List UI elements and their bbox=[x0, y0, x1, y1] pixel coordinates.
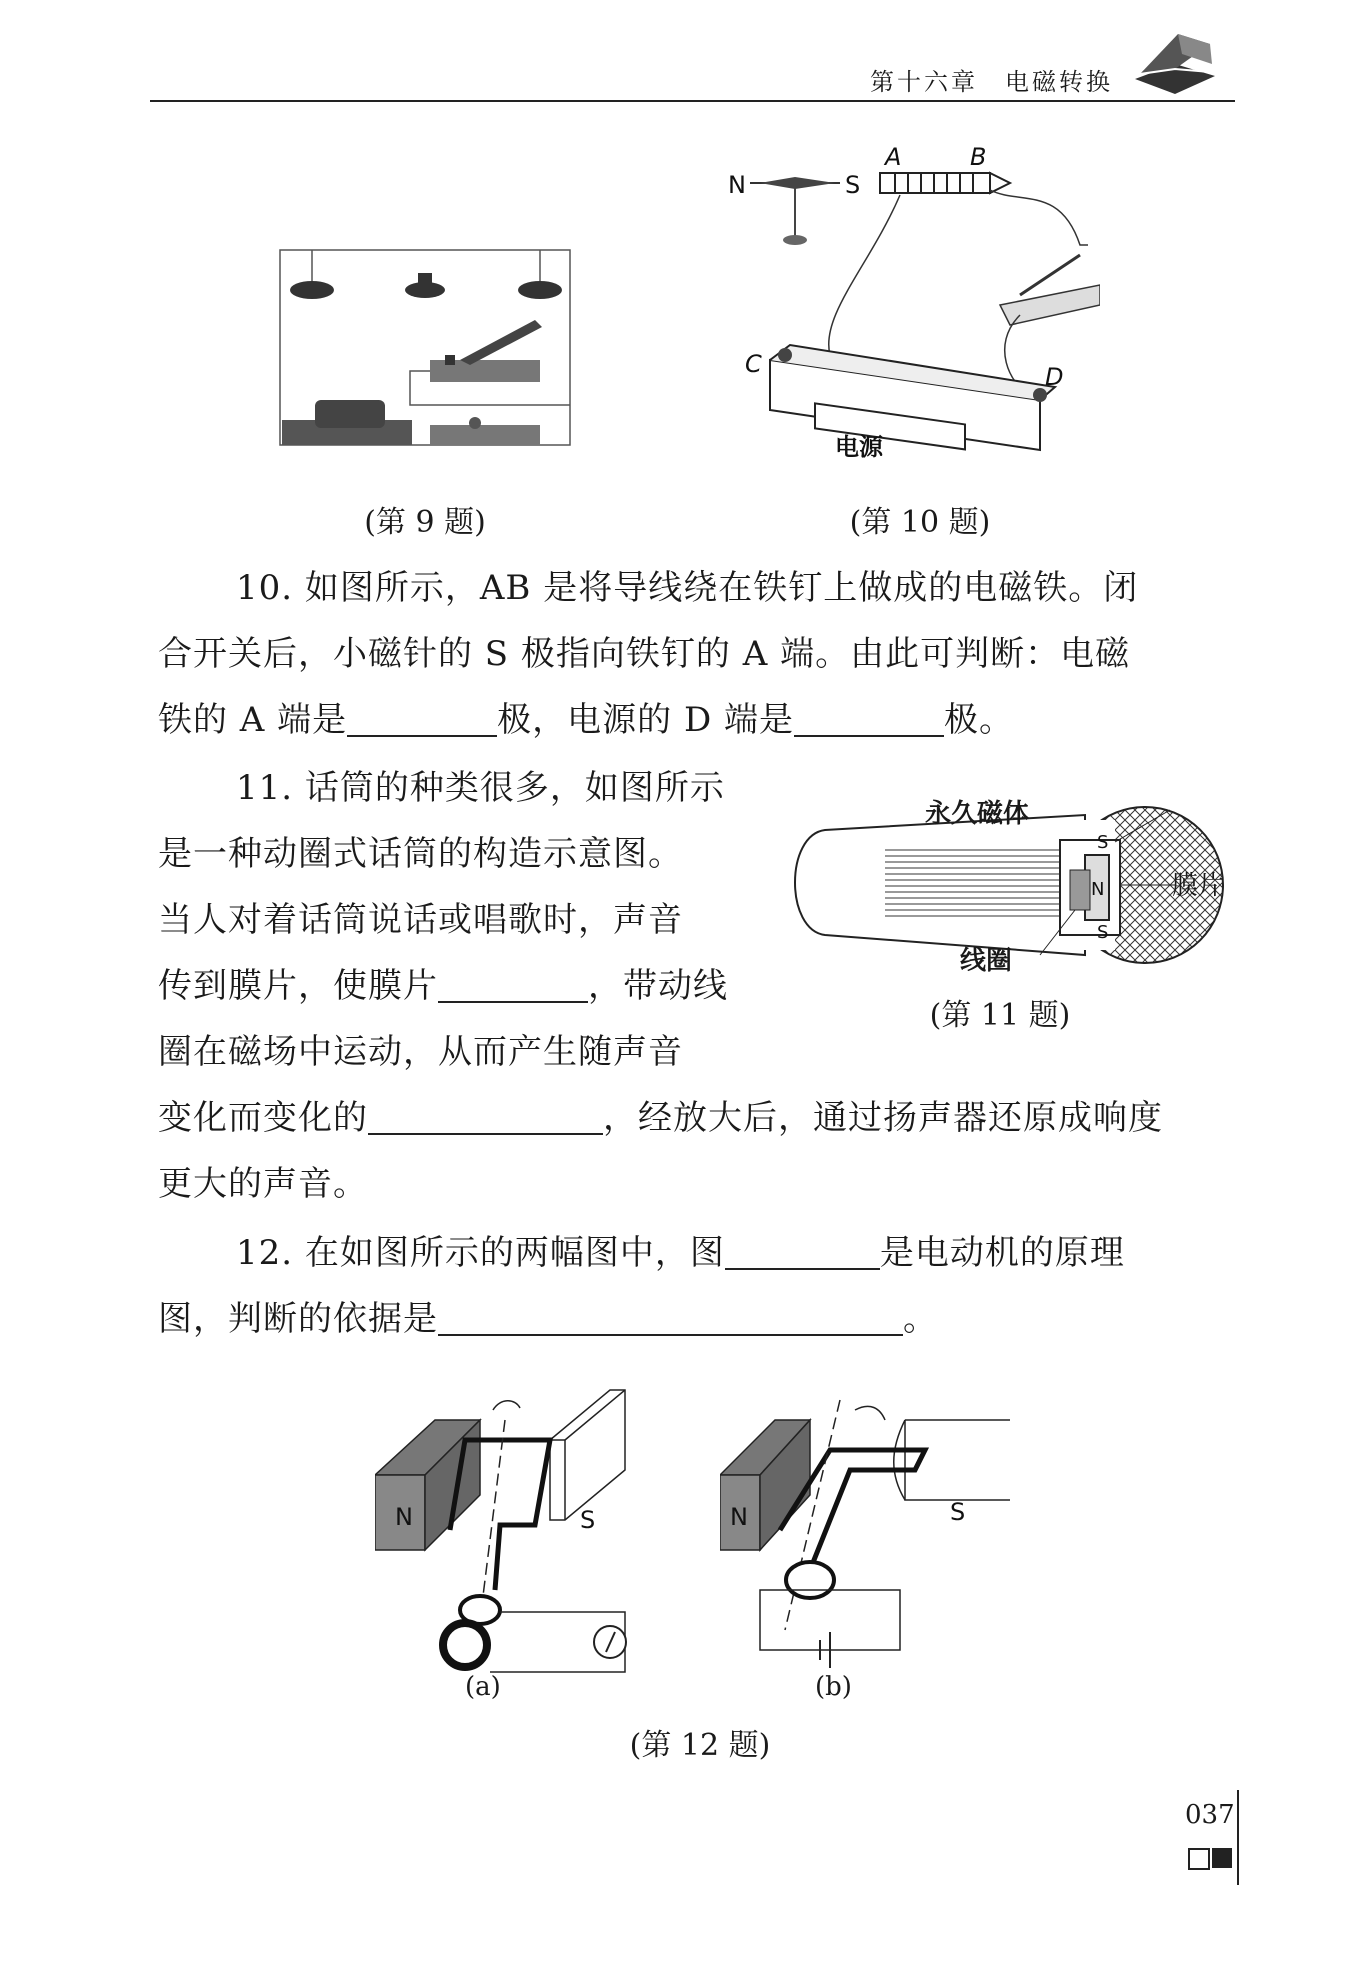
figure-10-electromagnet bbox=[720, 145, 1100, 465]
figure-9-circuit bbox=[270, 225, 580, 465]
needle-s-label: S bbox=[845, 171, 861, 199]
q10-line3a: 铁的 A 端是 bbox=[158, 700, 348, 740]
q11-line2: 是一种动圈式话筒的构造示意图。 bbox=[158, 834, 683, 874]
page-number: 037 bbox=[1185, 1800, 1235, 1830]
q10-line3c: 极。 bbox=[944, 700, 1015, 740]
chapter-title: 第十六章 电磁转换 bbox=[870, 68, 1113, 96]
fig12a-n-label: N bbox=[395, 1503, 413, 1531]
question-10 bbox=[158, 555, 1138, 753]
q11-line6b: ，经放大后，通过扬声器还原成响度 bbox=[603, 1098, 1163, 1138]
figure-12a-generator bbox=[375, 1380, 645, 1710]
power-source-label: 电源 bbox=[835, 433, 883, 461]
figure-12-caption: (第 12 题) bbox=[629, 1728, 771, 1763]
fig11-membrane-label: 膜片 bbox=[1172, 871, 1225, 901]
fig12b-label: (b) bbox=[815, 1672, 852, 1702]
q11-line3: 当人对着话筒说话或唱歌时，声音 bbox=[158, 900, 683, 940]
q11-line6a: 变化而变化的 bbox=[158, 1098, 368, 1138]
q11-blank-1[interactable] bbox=[438, 961, 588, 1003]
q12-line1a: 12. 在如图所示的两幅图中，图 bbox=[236, 1233, 725, 1273]
q10-blank-1[interactable] bbox=[347, 695, 497, 737]
hollow-square-icon bbox=[1188, 1848, 1210, 1870]
needle-n-label: N bbox=[728, 171, 746, 199]
q11-line4a: 传到膜片，使膜片 bbox=[158, 966, 438, 1006]
fig12b-s-label: S bbox=[950, 1498, 966, 1526]
question-12 bbox=[158, 1220, 1125, 1352]
book-icon bbox=[1130, 24, 1220, 99]
header-rule bbox=[150, 100, 1235, 102]
q11-line1: 11. 话筒的种类很多，如图所示 bbox=[236, 768, 725, 808]
fig12a-label: (a) bbox=[465, 1672, 501, 1702]
q12-line2b: 。 bbox=[903, 1299, 938, 1339]
nail-b-label: B bbox=[970, 145, 987, 171]
figure-9-caption: (第 9 题) bbox=[364, 505, 486, 540]
filled-square-icon bbox=[1212, 1848, 1232, 1868]
q12-blank-1[interactable] bbox=[725, 1228, 880, 1270]
figure-12b-motor bbox=[720, 1380, 1020, 1680]
figure-11-caption: (第 11 题) bbox=[929, 998, 1071, 1033]
figure-10-caption: (第 10 题) bbox=[849, 505, 991, 540]
fig11-s-top-label: S bbox=[1097, 832, 1109, 853]
fig11-magnet-label: 永久磁体 bbox=[925, 799, 1030, 829]
q10-line3b: 极，电源的 D 端是 bbox=[497, 700, 795, 740]
fig12b-n-label: N bbox=[730, 1503, 748, 1531]
fig11-n-label: N bbox=[1091, 879, 1105, 900]
q12-line1b: 是电动机的原理 bbox=[879, 1233, 1125, 1273]
fig11-coil-label: 线圈 bbox=[960, 946, 1013, 976]
q12-blank-2[interactable] bbox=[438, 1294, 903, 1336]
battery-d-label: D bbox=[1045, 363, 1064, 391]
nail-a-label: A bbox=[885, 145, 902, 171]
fig11-s-bottom-label: S bbox=[1097, 922, 1109, 943]
q12-line2a: 图，判断的依据是 bbox=[158, 1299, 438, 1339]
q11-line7: 更大的声音。 bbox=[158, 1164, 368, 1204]
q11-blank-2[interactable] bbox=[368, 1093, 603, 1135]
page-number-rule bbox=[1237, 1790, 1239, 1885]
q10-line1: 10. 如图所示，AB 是将导线绕在铁钉上做成的电磁铁。闭 bbox=[236, 568, 1139, 608]
battery-c-label: C bbox=[745, 350, 762, 378]
q11-line5: 圈在磁场中运动，从而产生随声音 bbox=[158, 1032, 683, 1072]
q10-line2: 合开关后，小磁针的 S 极指向铁钉的 A 端。由此可判断：电磁 bbox=[158, 634, 1131, 674]
q10-blank-2[interactable] bbox=[794, 695, 944, 737]
q11-line4b: ，带动线 bbox=[588, 966, 728, 1006]
fig12a-s-label: S bbox=[580, 1506, 596, 1534]
